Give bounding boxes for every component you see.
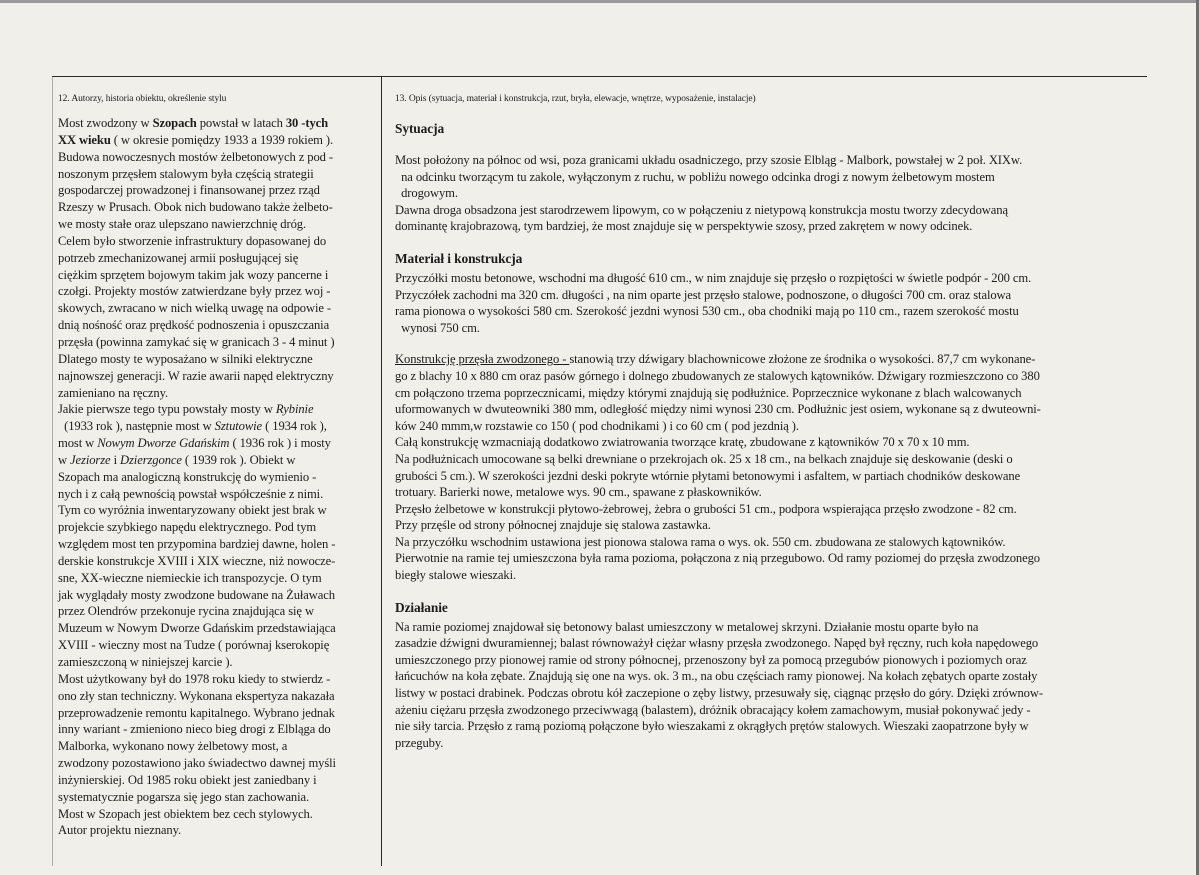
text-line: Całą konstrukcję wzmacniają dodatkowo zwiatrowania tworzące kratę, zbudowane z kątowników 70 x 70 x 10 mm.: [395, 435, 970, 450]
text-line: systematycznie pogarsza się jego stan zachowania.: [58, 789, 310, 804]
table-left-rule: [52, 76, 53, 866]
text-line: gospodarczej prowadzonej i finansowanej przez rząd: [58, 183, 320, 198]
text-line: przeprowadzenie remontu kapitalnego. Wybrano jednak: [58, 705, 335, 720]
text-line: zasadzie dźwigni dwuramiennej; balast równoważył ciężar własny przęsła zwodzonego. Napęd był ręczny, ruch koła napędowego: [395, 636, 1039, 651]
text-line: skowych, zwracano w nich wielką uwagę na odpowie -: [58, 301, 332, 316]
description-text: [395, 120, 1143, 751]
text-line: cm połączono trzema poprzecznicami, między którymi znajdują się podłużnice. Poprzecznice wykonane z blach walcowanych: [395, 385, 1022, 400]
text-line: Most użytkowany był do 1978 roku kiedy to stwierdz -: [58, 671, 331, 686]
text-line: przez Olendrów przekonuje rycina znajdująca się w: [58, 604, 314, 619]
text-line: ciężkim sprzętem bojowym takim jak wozy pancerne i: [58, 267, 329, 282]
text-line: we mosty stałe oraz ulepszano nawierzchnię dróg.: [58, 217, 307, 232]
text-line: sne, XX-wieczne niemieckie ich transpozycje. O tym: [58, 570, 322, 585]
text-line: Tym co wyróżnia inwentaryzowany obiekt jest brak w: [58, 503, 327, 518]
text-line: Pierwotnie na ramie tej umieszczona była rama pozioma, połączona z nią przegubowo. Od ramy poziomej do przęsła zwodzonego: [395, 551, 1040, 566]
text-line: Na podłużnicach umocowane są belki drewniane o przekrojach ok. 25 x 18 cm., na belkach znajduje się deskowanie (deski o: [395, 451, 1013, 466]
heading-dzialanie: Działanie: [395, 599, 448, 615]
text-line: zwodzony pozostawiono jako świadectwo dawnej myśli: [58, 756, 336, 771]
text-line: Muzeum w Nowym Dworze Gdańskim przedstawiająca: [58, 621, 336, 636]
text-line: w Jeziorze i Dzierzgonce ( 1939 rok ). Obiekt w: [58, 452, 296, 467]
text-line: potrzeb zmechanizowanej armii posługującej się: [58, 250, 299, 265]
text-line: Dlatego mosty te wyposażano w silniki elektryczne: [58, 351, 313, 366]
text-line: Most położony na północ od wsi, poza granicami układu osadniczego, przy szosie Elbląg - Malbork, powstałej w 2 poł. XIXw.: [395, 153, 1023, 167]
section-13-label: 13. Opis (sytuacja, materiał i konstrukcja, rzut, bryła, elewacje, wnętrze, wyposażenie, instalacje): [395, 94, 756, 104]
text-line: Na ramie poziomej znajdował się betonowy balast umieszczony w metalowej skrzyni. Działanie mostu oparte było na: [395, 619, 979, 634]
table-top-rule: [52, 76, 1147, 77]
text-line: czołgi. Projekty mostów zatwierdzane były przez woj -: [58, 284, 331, 299]
text-line: Budowa nowoczesnych mostów żelbetonowych z pod -: [58, 149, 333, 164]
text-line: zamieszczoną w niniejszej karcie ).: [58, 655, 233, 669]
text-line: Przy przęśle od strony północnej znajduje się stalowa zastawka.: [395, 518, 711, 533]
text-line: ono zły stan techniczny. Wykonana ekspertyza nakazała: [58, 688, 335, 703]
text-line: Most zwodzony w Szopach powstał w latach 30 -tych: [58, 116, 329, 130]
text-line: biegły stalowe wieszaki.: [395, 568, 517, 583]
text-line: nych i z całą pewnością powstał współcześnie z nimi.: [58, 486, 324, 501]
text-line: grubości 5 cm.). W szerokości jezdni deski pokryte wtórnie płytami betonowymi i asfaltem, w partiach chodników deskowane: [395, 468, 1021, 483]
text-line: dominantę krajobrazową, tym bardziej, że most znajduje się w perspektywie szosy, przed zakrętem w nowy odcinek.: [395, 219, 973, 234]
text-line: przęsła (powinna zamykać się w granicach 3 - 4 minut ): [58, 334, 335, 349]
text-line: na odcinku tworzącym tu zakole, wyłączonym z ruchu, w pobliżu nowego odcinka drogi z nowym żelbetowym mostem: [401, 169, 995, 184]
text-line: jak wyglądały mosty zwodzone budowane na Żuławach: [58, 587, 335, 602]
text-line: Szopach ma analogiczną konstrukcję do wymienio -: [58, 469, 317, 484]
text-line: drogowym.: [401, 186, 458, 201]
text-line: ażeniu ciężaru przęsła zwodzonego przeciwwagą (balastem), dróżnik obracający kołem zamachowym, musiał pokonywać jedy -: [395, 702, 1031, 717]
text-line: Most w Szopach jest obiektem bez cech stylowych.: [58, 806, 313, 821]
text-line: najnowszej generacji. W razie awarii napęd elektryczny: [58, 368, 334, 383]
text-line: ków 240 mmm,w rozstawie co 150 ( pod chodnikami ) i co 60 cm ( pod jezdnią ).: [395, 418, 799, 433]
text-line: nie siły tarcia. Przęsło z ramą poziomą połączone było wieszakami z okrągłych prętów stalowych. Wieszaki zaopatrzone były w: [395, 719, 1029, 734]
text-line: umieszczonego przy pionowej ramie od strony północnej, przenoszony był za pomocą przegubów pionowych i poziomych oraz: [395, 652, 1027, 667]
heading-material: Materiał i konstrukcja: [395, 250, 523, 266]
text-line: Na przyczółku wschodnim ustawiona jest pionowa stalowa rama o wys. ok. 550 cm. zbudowana ze stalowych kątowników.: [395, 534, 1006, 549]
text-line: most w Nowym Dworze Gdańskim ( 1936 rok ) i mosty: [58, 436, 331, 451]
text-line: derskie konstrukcje XVIII i XIX wieczne, niż nowocze-: [58, 553, 336, 568]
text-line: go z blachy 10 x 880 cm oraz pasów górnego i dolnego zbudowanych ze stalowych kątowników. Dźwigary rozmieszczono co 380: [395, 368, 1040, 383]
text-line: Rzeszy w Prusach. Obok nich budowano także żelbeto-: [58, 200, 333, 215]
text-line: inżynierskiej. Od 1985 roku obiekt jest zaniedbany i: [58, 772, 317, 787]
column-divider: [381, 76, 382, 866]
text-line: względem most ten przypomina bardziej dawne, holen -: [58, 537, 336, 552]
text-line: Przęsło żelbetowe w konstrukcji płytowo-żebrowej, żebra o grubości 51 cm., podpora wspierająca przęsło zwodzone - 82 cm.: [395, 501, 1017, 516]
text-line: łańcuchów na koła zębate. Znajdują się one na wys. ok. 3 m., na obu częściach ramy pionowej. Na kołach zębatych oparte zostały: [395, 669, 1038, 684]
scan-edge-top: [0, 0, 1199, 3]
text-line: wynosi 750 cm.: [401, 320, 480, 335]
history-text: [58, 115, 380, 839]
text-line: Jakie pierwsze tego typu powstały mosty w Rybinie: [58, 402, 314, 417]
text-line: XX wieku ( w okresie pomiędzy 1933 a 1939 rokiem ).: [58, 132, 334, 147]
text-line: Przyczółek zachodni ma 320 cm. długości , na nim oparte jest przęsło stalowe, podnoszone, o długości 700 cm. oraz stalowa: [395, 287, 1012, 302]
text-line: przeguby.: [395, 735, 444, 750]
text-line: XVIII - wieczny most na Tudze ( porównaj kserokopię: [58, 638, 330, 653]
text-line: (1933 rok ), następnie most w Sztutowie ( 1934 rok ),: [64, 419, 327, 434]
text-line: Celem było stworzenie infrastruktury dopasowanej do: [58, 233, 327, 248]
text-line: inny wariant - zmieniono nieco bieg drogi z Elbląga do: [58, 722, 331, 737]
text-line: Autor projektu nieznany.: [58, 823, 182, 838]
text-line: listwy w postaci drabinek. Podczas obrotu kół zaczepione o zęby listwy, przesuwały się, ciągnąc przęsło do góry. Dzięki zrównow-: [395, 686, 1043, 701]
text-line: Malborka, wykonano nowy żelbetowy most, a: [58, 739, 288, 754]
text-line: Konstrukcję przęsła zwodzonego - stanowią trzy dźwigary blachownicowe złożone ze środnika o wysokości. 87,7 cm wykonane-: [395, 352, 1036, 367]
text-line: Dawna droga obsadzona jest starodrzewem lipowym, co w połączeniu z nietypową konstrukcja mostu tworzy zdecydowaną: [395, 202, 1008, 217]
text-line: projekcie szybkiego napędu elektrycznego. Pod tym: [58, 520, 317, 535]
text-line: zamieniano na ręczny.: [58, 385, 169, 400]
text-line: trotuary. Barierki nowe, metalowe wys. 90 cm., spawane z płaskowników.: [395, 485, 762, 500]
text-line: uformowanych w dwuteowniki 380 mm, odległość między nimi wynosi 230 cm. Podłużnic jest osiem, wykonane są z dwuteowni-: [395, 402, 1041, 417]
text-line: rama pionowa o wysokości 580 cm. Szerokość jezdni wynosi 530 cm., oba chodniki mają po 110 cm., razem szerokość mostu: [395, 304, 1019, 319]
heading-sytuacja: Sytuacja: [395, 121, 445, 136]
text-line: Przyczółki mostu betonowe, wschodni ma długość 610 cm., w nim znajduje się przęsło o rozpiętości w świetle podpór - 200 cm.: [395, 270, 1032, 285]
text-line: noszonym przęsłem stalowym była częścią strategii: [58, 166, 314, 181]
text-line: dnią nośność oraz prędkość podnoszenia i opuszczania: [58, 318, 330, 333]
section-12-label: 12. Autorzy, historia obiektu, określenie stylu: [58, 94, 227, 104]
